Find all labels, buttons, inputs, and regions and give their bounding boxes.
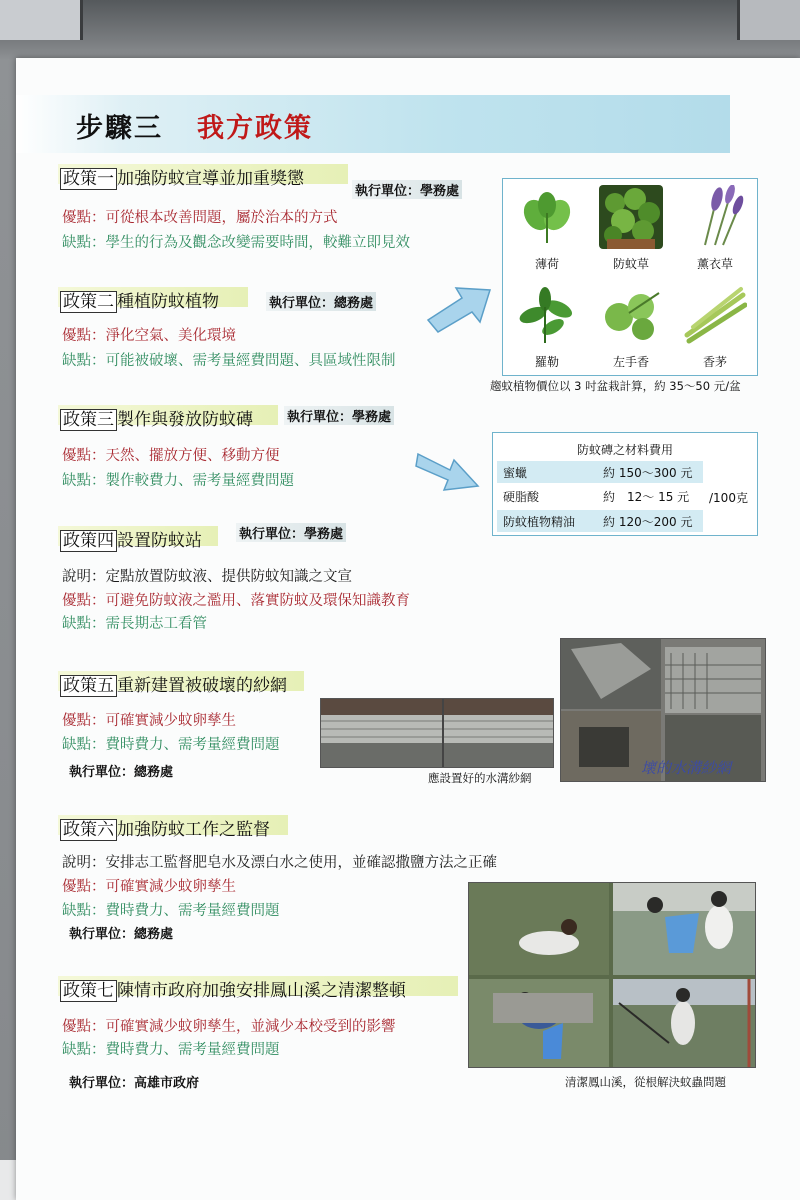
policy-5-unit: 執行單位：總務處 [69,765,174,780]
mosquito-grass-icon [599,185,663,249]
cost-value: 約 12～ 15 元 [603,490,690,504]
policy-7-unit: 執行單位：高雄市政府 [69,1076,200,1091]
cost-row [497,510,703,532]
policy-2-unit: 執行單位：總務處 [266,292,376,311]
right-arrow-icon [424,282,494,334]
policy-name: 加強防蚊宣導並加重獎懲 [117,169,304,189]
cost-material: 防蚊植物精油 [503,515,576,529]
plant-card [591,279,671,373]
plant-label: 防蚊草 [612,257,649,271]
policy-4-explanation: 說明：定點放置防蚊液、提供防蚊知識之文宣 [62,569,352,585]
right-arrow-icon [414,440,482,494]
policy-2-disadvantage: 缺點：可能被破壞、需考量經費問題、具區域性限制 [62,353,396,369]
policy-name: 設置防蚊站 [117,531,202,551]
step-label: 步驟三 [76,113,163,144]
plant-card [507,181,587,275]
window [0,0,83,40]
mint-leaf-icon [515,185,579,249]
policy-6-advantage: 優點：可確實減少蚊卵孳生 [62,879,236,895]
policy-7-advantage: 優點：可確實減少蚊卵孳生，並減少本校受到的影響 [62,1019,396,1035]
policy-1-advantage: 優點：可從根本改善問題，屬於治本的方式 [62,210,338,226]
plant-label: 羅勒 [534,355,559,369]
policy-3-disadvantage: 缺點：製作較費力、需考量經費問題 [62,473,294,489]
plant-card [675,279,755,373]
policy-tag: 政策二 [60,291,117,313]
plant-card [675,181,755,275]
policy-4-title [60,526,202,551]
policy-tag: 政策四 [60,530,117,552]
policy-tag: 政策三 [60,409,117,431]
policy-2-title [60,287,219,312]
policy-6-unit: 執行單位：總務處 [69,927,174,942]
policy-6-explanation: 說明：安排志工監督肥皂水及漂白水之使用，並確認撒鹽方法之正確 [62,855,497,871]
plant-label: 薄荷 [534,257,559,271]
policy-tag: 政策七 [60,980,117,1002]
cost-material: 硬脂酸 [503,490,540,504]
page-title: 我方政策 [197,113,313,144]
lavender-icon [683,185,747,249]
policy-3-title [60,405,253,430]
cost-material: 蜜蠟 [503,466,528,480]
policy-2-advantage: 優點：淨化空氣、美化環境 [62,328,236,344]
drain-caption: 應設置好的水溝紗網 [428,771,532,785]
plant-gallery [502,178,758,376]
policy-3-advantage: 優點：天然、擺放方便、移動方便 [62,448,280,464]
policy-5-disadvantage: 缺點：費時費力、需考量經費問題 [62,737,280,753]
cost-table [492,432,758,536]
policy-4-unit: 執行單位：學務處 [236,523,346,542]
broken-drain-photo [560,638,766,782]
cost-value: 約 120～200 元 [603,515,693,529]
cost-unit: /100克 [709,491,748,505]
plant-card [507,279,587,373]
plant-label: 左手香 [612,355,649,369]
policy-4-disadvantage: 缺點：需長期志工看管 [62,616,207,632]
plant-label: 薰衣草 [696,257,733,271]
policy-6-title [60,815,270,840]
river-cleanup-photo [468,882,756,1068]
cost-table-title: 防蚊磚之材料費用 [576,443,673,457]
policy-1-title [60,164,304,189]
policy-name: 製作與發放防蚊磚 [117,410,253,430]
plant-price-note: 趨蚊植物價位以 3 吋盆栽計算，約 35～50 元/盆 [490,379,741,393]
policy-4-advantage: 優點：可避免防蚊液之濫用、落實防蚊及環保知識教育 [62,593,410,609]
cost-value: 約 150～300 元 [603,466,693,480]
policy-3-unit: 執行單位：學務處 [284,406,394,425]
cost-row [497,461,703,483]
policy-7-title [60,976,406,1001]
policy-name: 種植防蚊植物 [117,292,219,312]
policy-6-disadvantage: 缺點：費時費力、需考量經費問題 [62,903,280,919]
policy-name: 加強防蚊工作之監督 [117,820,270,840]
drain-net-photo [320,698,554,768]
cuban-oregano-icon [599,283,663,347]
broken-drain-overlay: 壞的水溝紗網 [641,759,732,777]
policy-tag: 政策六 [60,819,117,841]
policy-5-title [60,671,287,696]
window [737,0,800,40]
policy-7-disadvantage: 缺點：費時費力、需考量經費問題 [62,1042,280,1058]
lemongrass-icon [683,283,747,347]
cost-row [497,485,703,507]
drain-net-image [321,699,553,767]
river-cleanup-image [469,883,755,1067]
plant-label: 香茅 [702,355,727,369]
policy-tag: 政策一 [60,168,117,190]
policy-tag: 政策五 [60,675,117,697]
policy-5-advantage: 優點：可確實減少蚊卵孳生 [62,713,236,729]
river-caption: 清潔鳳山溪，從根解決蚊蟲問題 [565,1075,726,1089]
plant-card [591,181,671,275]
policy-1-unit: 執行單位：學務處 [352,180,462,199]
policy-1-disadvantage: 缺點：學生的行為及觀念改變需要時間，較難立即見效 [62,235,410,251]
basil-icon [515,283,579,347]
policy-name: 陳情市政府加強安排鳳山溪之清潔整頓 [117,981,406,1001]
policy-name: 重新建置被破壞的紗網 [117,676,287,696]
